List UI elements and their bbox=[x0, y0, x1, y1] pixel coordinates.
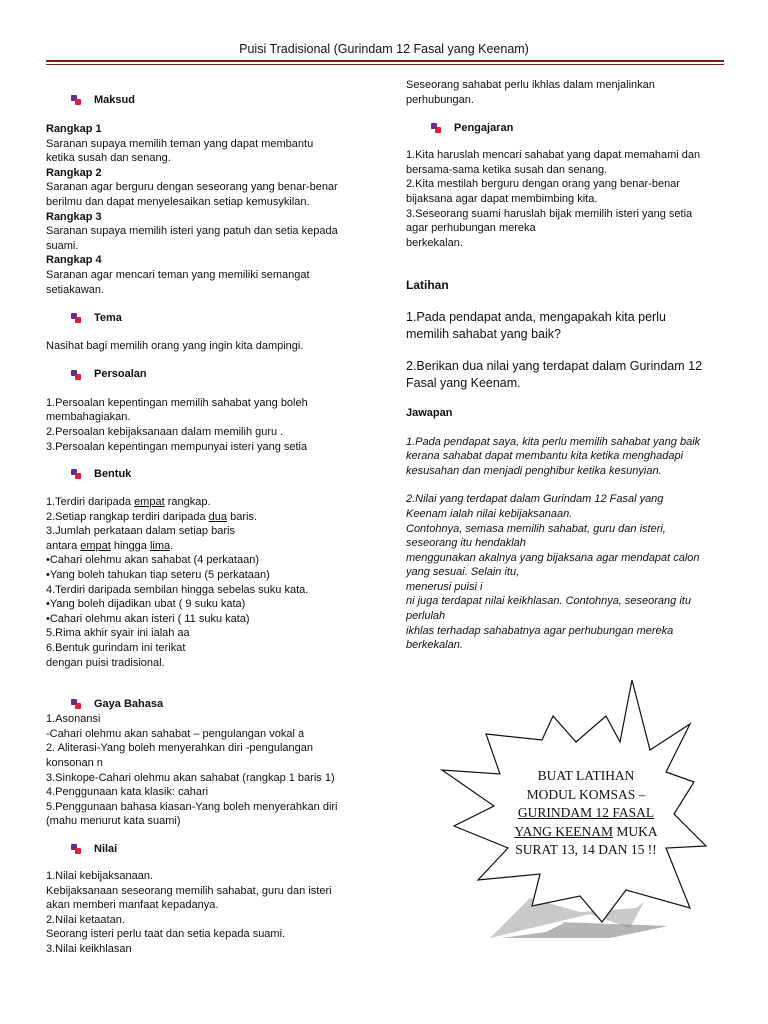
bullet-icon bbox=[70, 698, 82, 710]
bentuk-line: dengan puisi tradisional. bbox=[46, 656, 165, 669]
answer-line: berkekalan. bbox=[406, 639, 463, 652]
bentuk-line: 4.Terdiri daripada sembilan hingga sebelas suku kata. bbox=[46, 583, 309, 596]
section-heading-text: Tema bbox=[94, 311, 122, 324]
persoalan-line: 1.Persoalan kepentingan memilih sahabat yang boleh bbox=[46, 396, 308, 409]
persoalan-line: membahagiakan. bbox=[46, 411, 131, 424]
bentuk-line: 3.Jumlah perkataan dalam setiap baris bbox=[46, 525, 235, 538]
pengajaran-line: 2.Kita mestilah berguru dengan orang yang benar-benar bbox=[406, 178, 680, 191]
section-gaya-bahasa-heading bbox=[70, 696, 366, 712]
rangkap-text: Saranan agar mencari teman yang memiliki semangat bbox=[46, 268, 310, 281]
rangkap-label: Rangkap 3 bbox=[46, 210, 102, 223]
answer-line: yang sesuai. Selain itu, bbox=[406, 566, 520, 579]
callout-line: BUAT LATIHAN bbox=[537, 768, 635, 783]
answer-line: 2.Nilai yang terdapat dalam Gurindam 12 Fasal yang bbox=[406, 493, 664, 506]
bentuk-line: 5.Rima akhir syair ini ialah aa bbox=[46, 627, 190, 640]
bentuk-line: 2.Setiap rangkap terdiri daripada dua baris. bbox=[46, 510, 257, 523]
bentuk-line: 6.Bentuk gurindam ini terikat bbox=[46, 642, 186, 655]
answer-line: Keenam ialah nilai kebijaksanaan. bbox=[406, 507, 573, 520]
section-nilai-heading bbox=[70, 841, 366, 857]
gaya-line: 3.Sinkope-Cahari olehmu akan sahabat (rangkap 1 baris 1) bbox=[46, 771, 335, 784]
bentuk-line: 1.Terdiri daripada empat rangkap. bbox=[46, 496, 211, 509]
persoalan-line: 2.Persoalan kebijaksanaan dalam memilih guru . bbox=[46, 425, 284, 438]
answer-line: ikhlas terhadap sahabatnya agar perhubungan mereka bbox=[406, 624, 674, 637]
answer-line: kerana sahabat dapat membantu kita ketika menghadapi bbox=[406, 450, 684, 463]
section-heading-text: Gaya Bahasa bbox=[94, 697, 164, 710]
bullet-icon bbox=[70, 94, 82, 106]
callout-line: MODUL KOMSAS – bbox=[526, 786, 646, 802]
left-column bbox=[46, 92, 366, 957]
section-maksud-heading bbox=[70, 92, 366, 108]
section-heading-text: Maksud bbox=[94, 93, 135, 106]
tema-text: Nasihat bagi memilih orang yang ingin kita dampingi. bbox=[46, 340, 304, 353]
nilai-line: akan memberi manfaat kepadanya. bbox=[46, 899, 219, 912]
bullet-icon bbox=[70, 468, 82, 480]
page-header-title: Puisi Tradisional (Gurindam 12 Fasal yang Keenam) bbox=[239, 42, 529, 56]
answer-line: Contohnya, semasa memilih sahabat, guru dan isteri, bbox=[406, 522, 666, 535]
answer-line: menggunakan akalnya yang bijaksana agar mendapat calon bbox=[406, 551, 700, 564]
nilai-line: 1.Nilai kebijaksanaan. bbox=[46, 869, 154, 882]
bentuk-line: antara empat hingga lima. bbox=[46, 539, 174, 552]
rangkap-text: berilmu dan dapat menyelesaikan setiap kemusykilan. bbox=[46, 195, 310, 208]
question-line: 1.Pada pendapat anda, mengapakah kita perlu bbox=[406, 309, 666, 324]
intro-line: perhubungan. bbox=[406, 93, 474, 106]
question-line: 2.Berikan dua nilai yang terdapat dalam Gurindam 12 bbox=[406, 358, 703, 373]
gaya-line: 1.Asonansi bbox=[46, 713, 101, 726]
rangkap-text: ketika susah dan senang. bbox=[46, 152, 171, 165]
gaya-line: 5.Penggunaan bahasa kiasan-Yang boleh menyerahkan diri bbox=[46, 800, 338, 813]
section-heading-text: Bentuk bbox=[94, 467, 132, 480]
rangkap-text: Saranan supaya memilih isteri yang patuh dan setia kepada bbox=[46, 225, 338, 238]
bentuk-bullet-line: •Yang boleh tahukan tiap seteru (5 perkataan) bbox=[46, 569, 270, 582]
answer-line: ni juga terdapat nilai keikhlasan. Contohnya, seseorang itu bbox=[406, 595, 691, 608]
section-persoalan-heading bbox=[70, 367, 366, 383]
rangkap-label: Rangkap 4 bbox=[46, 254, 102, 267]
answer-line: 1.Pada pendapat saya, kita perlu memilih sahabat yang baik bbox=[406, 435, 701, 448]
rangkap-label: Rangkap 2 bbox=[46, 166, 102, 179]
gaya-line: 4.Penggunaan kata klasik: cahari bbox=[46, 786, 209, 799]
section-bentuk-heading bbox=[70, 466, 366, 482]
pengajaran-line: 1.Kita haruslah mencari sahabat yang dapat memahami dan bbox=[406, 149, 701, 162]
section-tema-heading bbox=[70, 310, 366, 326]
answer-line: kesusahan dan menjadi penghibur ketika kesunyian. bbox=[406, 464, 662, 477]
pengajaran-line: 3.Seseorang suami haruslah bijak memilih isteri yang setia bbox=[406, 207, 693, 220]
question-line: Fasal yang Keenam. bbox=[406, 375, 521, 390]
callout-line: SURAT 13, 14 DAN 15 !! bbox=[515, 842, 657, 857]
rangkap-label: Rangkap 1 bbox=[46, 123, 102, 135]
nilai-line: 3.Nilai keikhlasan bbox=[46, 942, 132, 955]
answer-line: menerusi puisi i bbox=[406, 580, 483, 593]
bullet-icon bbox=[70, 843, 82, 855]
gaya-line: (mahu menurut kata suami) bbox=[46, 815, 181, 828]
gaya-line: -Cahari olehmu akan sahabat – pengulangan vokal a bbox=[46, 727, 305, 740]
answer-line: seseorang itu hendaklah bbox=[406, 537, 526, 550]
pengajaran-line: bersama-sama ketika susah dan senang. bbox=[406, 163, 608, 176]
nilai-line: Seorang isteri perlu taat dan setia kepada suami. bbox=[46, 928, 286, 941]
nilai-line: 2.Nilai ketaatan. bbox=[46, 913, 125, 926]
bullet-icon bbox=[70, 369, 82, 381]
gaya-line: konsonan n bbox=[46, 757, 103, 769]
section-heading-text: Pengajaran bbox=[454, 121, 514, 134]
pengajaran-line: bijaksana agar dapat membimbing kita. bbox=[406, 192, 598, 205]
bentuk-bullet-line: •Yang boleh dijadikan ubat ( 9 suku kata) bbox=[46, 598, 246, 611]
bentuk-bullet-line: •Cahari olehmu akan sahabat (4 perkataan) bbox=[46, 554, 259, 567]
callout-line: GURINDAM 12 FASAL bbox=[517, 805, 655, 820]
intro-line: Seseorang sahabat perlu ikhlas dalam menjalinkan bbox=[406, 79, 655, 91]
pengajaran-line: agar perhubungan mereka bbox=[406, 222, 536, 235]
bullet-icon bbox=[430, 122, 442, 134]
bentuk-bullet-line: •Cahari olehmu akan isteri ( 11 suku kata) bbox=[46, 612, 250, 625]
nilai-line: Kebijaksanaan seseorang memilih sahabat, guru dan isteri bbox=[46, 884, 332, 897]
rangkap-text: Saranan supaya memilih teman yang dapat membantu bbox=[46, 137, 314, 150]
section-heading-text: Persoalan bbox=[94, 368, 147, 381]
callout-line: YANG KEENAM MUKA bbox=[514, 823, 658, 839]
persoalan-line: 3.Persoalan kepentingan mempunyai isteri yang setia bbox=[46, 440, 308, 453]
gaya-line: 2. Aliterasi-Yang boleh menyerahkan diri -pengulangan bbox=[46, 742, 314, 755]
pengajaran-line: berkekalan. bbox=[406, 236, 463, 249]
section-heading-text: Nilai bbox=[94, 842, 118, 855]
right-column bbox=[406, 78, 728, 653]
jawapan-heading: Jawapan bbox=[406, 406, 453, 419]
rangkap-text: setiakawan. bbox=[46, 283, 105, 296]
bullet-icon bbox=[70, 312, 82, 324]
section-pengajaran-heading bbox=[430, 120, 728, 136]
rangkap-text: Saranan agar berguru dengan seseorang yang benar-benar bbox=[46, 181, 338, 194]
header-rule-thin bbox=[46, 64, 724, 65]
header-rule bbox=[46, 60, 724, 62]
latihan-heading: Latihan bbox=[406, 278, 449, 293]
question-line: memilih sahabat yang baik? bbox=[406, 326, 561, 341]
starburst-text bbox=[494, 767, 678, 860]
rangkap-text: suami. bbox=[46, 239, 79, 252]
answer-line: perlulah bbox=[406, 610, 446, 623]
